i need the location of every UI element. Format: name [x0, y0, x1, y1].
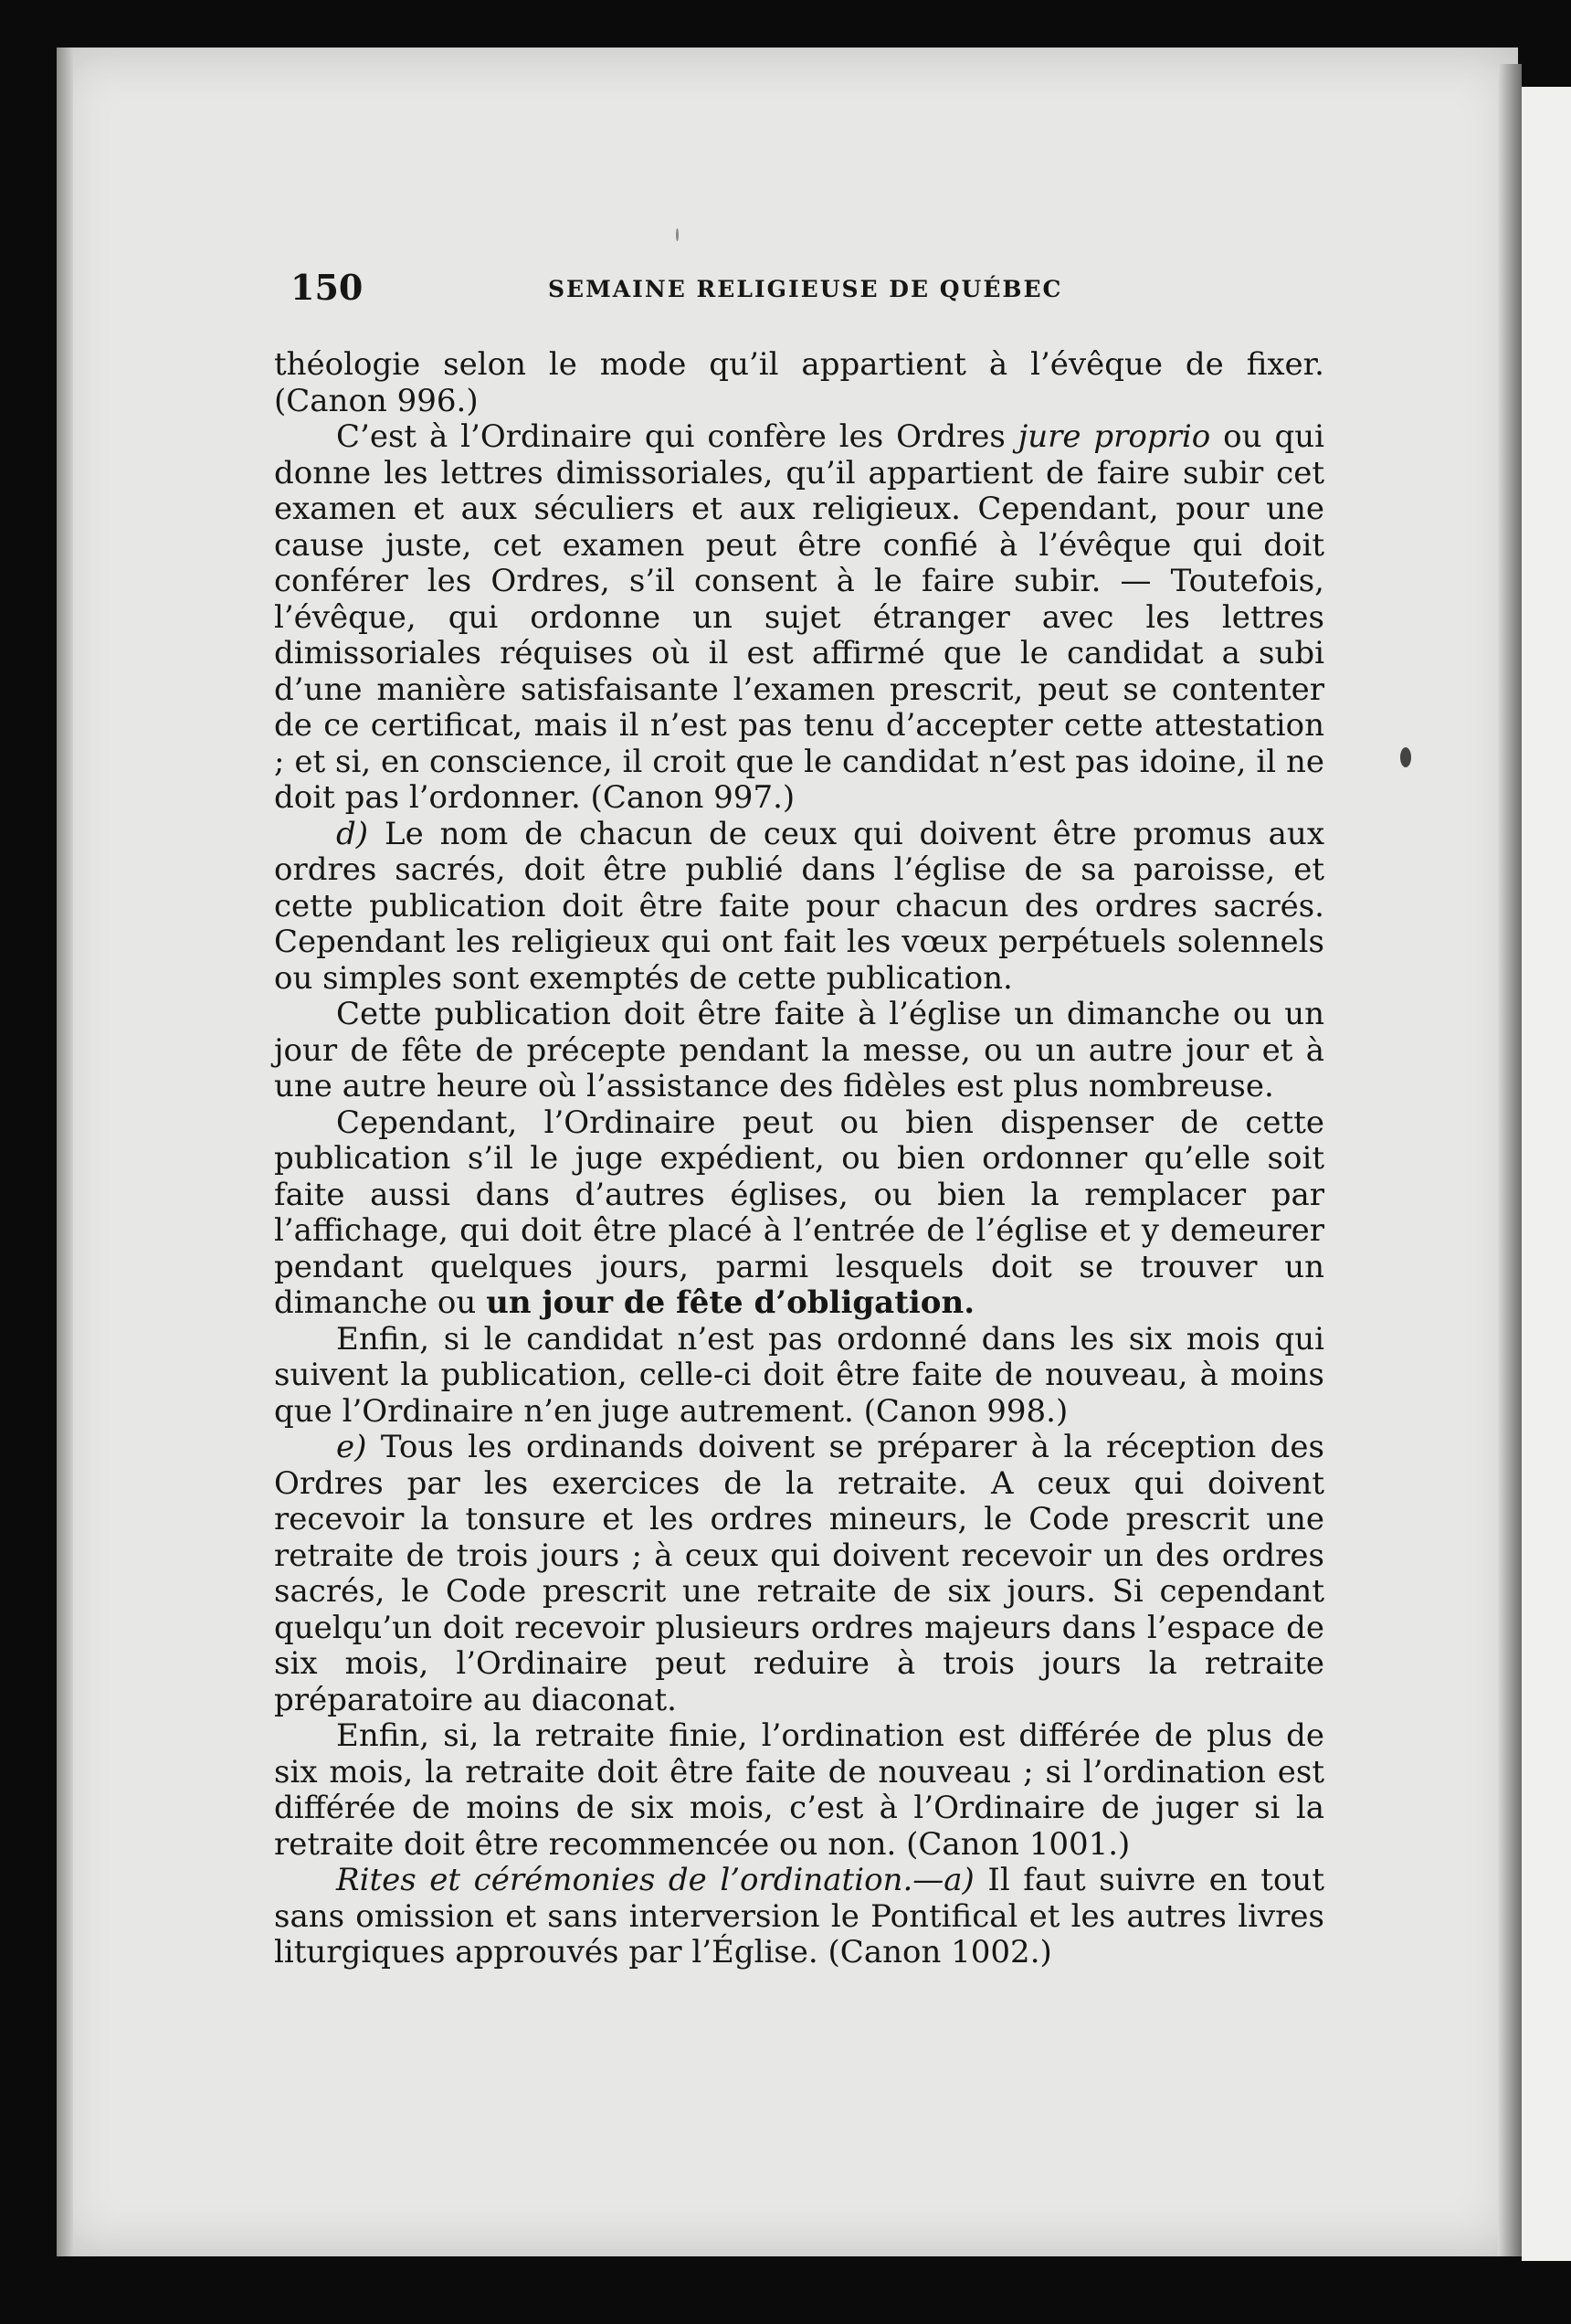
section-heading: Rites et cérémonies de l’ordination.—a): [336, 1862, 975, 1898]
paragraph-5-start: Cependant, l’Ordinaire peut ou bien dispenser de cette publication s’il le juge expédient, ou bien ordonner qu’elle soit faite aussi dans d’autres églises, ou bien la remplacer par l’affichage, qui doit être placé à l’entrée de l’église et y demeurer pendant quelques jours, parmi lesquels doit se trouver un dimanche ou: [274, 1104, 1324, 1321]
text-block: [274, 267, 1324, 1971]
paragraph-2-start: C’est à l’Ordinaire qui confère les Ordres: [336, 418, 1018, 455]
paragraph-1-text: théologie selon le mode qu’il appartient à l’évêque de fixer. (Canon 996.): [274, 346, 1324, 419]
paragraph-8: [274, 1718, 1324, 1863]
latin-term: jure proprio: [1017, 418, 1211, 455]
paragraph-6: [274, 1322, 1324, 1431]
page-gutter-shadow: [1498, 64, 1522, 2256]
paragraph-3: [274, 817, 1324, 998]
running-head: [274, 267, 1324, 312]
bold-phrase: un jour de fête d’obligation.: [486, 1284, 975, 1321]
paragraph-3-text: Le nom de chacun de ceux qui doivent être promus aux ordres sacrés, doit être publié dans l’église de sa paroisse, et cette publication doit être faite pour chacun des ordres sacrés. Cependant les religieux qui ont fait les vœux perpétuels solennels ou simples sont exemptés de cette publication.: [274, 815, 1324, 997]
paragraph-7-text: Tous les ordinands doivent se préparer à la réception des Ordres par les exercices de la retraite. A ceux qui doivent recevoir la tonsure et les ordres mineurs, le Code prescrit une retraite de trois jours ; à ceux qui doivent recevoir un des ordres sacrés, le Code prescrit une retraite de six jours. Si cependant quelqu’un doit recevoir plusieurs ordres majeurs dans l’espace de six mois, l’Ordinaire peut reduire à trois jours la retraite préparatoire au diaconat.: [274, 1429, 1324, 1718]
paragraph-2: [274, 419, 1324, 817]
page-left-edge: [57, 48, 73, 2256]
paragraph-9-text: Il faut suivre en tout sans omission et sans interversion le Pontifical et les autres livres liturgiques approuvés par l’Église. (Canon 1002.): [274, 1862, 1324, 1970]
paragraph-9: [274, 1863, 1324, 1971]
dust-speck: [676, 228, 679, 241]
paragraph-4-text: Cette publication doit être faite à l’église un dimanche ou un jour de fête de précepte pendant la messe, ou un autre jour et à une autre heure où l’assistance des fidèles est plus nombreuse.: [274, 996, 1324, 1104]
item-label-e: e): [336, 1429, 367, 1465]
paragraph-6-text: Enfin, si le candidat n’est pas ordonné dans les six mois qui suivent la publication, celle-ci doit être faite de nouveau, à moins que l’Ordinaire n’en juge autrement. (Canon 998.): [274, 1320, 1324, 1430]
paragraph-7: [274, 1430, 1324, 1718]
paragraph-1: [274, 347, 1324, 419]
paragraph-8-text: Enfin, si, la retraite finie, l’ordination est différée de plus de six mois, la retraite doit être faite de nouveau ; si l’ordination est différée de moins de six mois, c’est à l’Ordinaire de juger si la retraite doit être recommencée ou non. (Canon 1001.): [274, 1717, 1324, 1863]
item-label-d: d): [336, 815, 369, 852]
paragraph-4: [274, 997, 1324, 1105]
running-title: SEMAINE RELIGIEUSE DE QUÉBEC: [548, 276, 1063, 302]
paragraph-5: [274, 1105, 1324, 1322]
paragraph-2-end: ou qui donne les lettres dimissoriales, qu’il appartient de faire subir cet examen et aux séculiers et aux religieux. Cependant, pour une cause juste, cet examen peut être confié à l’évêque qui doit conférer les Ordres, s’il consent à le faire subir. — Toutefois, l’évêque, qui ordonne un sujet étranger avec les lettres dimissoriales réquises où il est affirmé que le candidat a subi d’une manière satisfaisante l’examen prescrit, peut se contenter de ce certificat, mais il n’est pas tenu d’accepter cette attestation ; et si, en conscience, il croit que le candidat n’est pas idoine, il ne doit pas l’ordonner. (Canon 997.): [274, 418, 1324, 816]
page-number: 150: [290, 267, 364, 308]
dust-speck: [1400, 747, 1411, 767]
adjacent-page-strip: [1522, 87, 1571, 2261]
